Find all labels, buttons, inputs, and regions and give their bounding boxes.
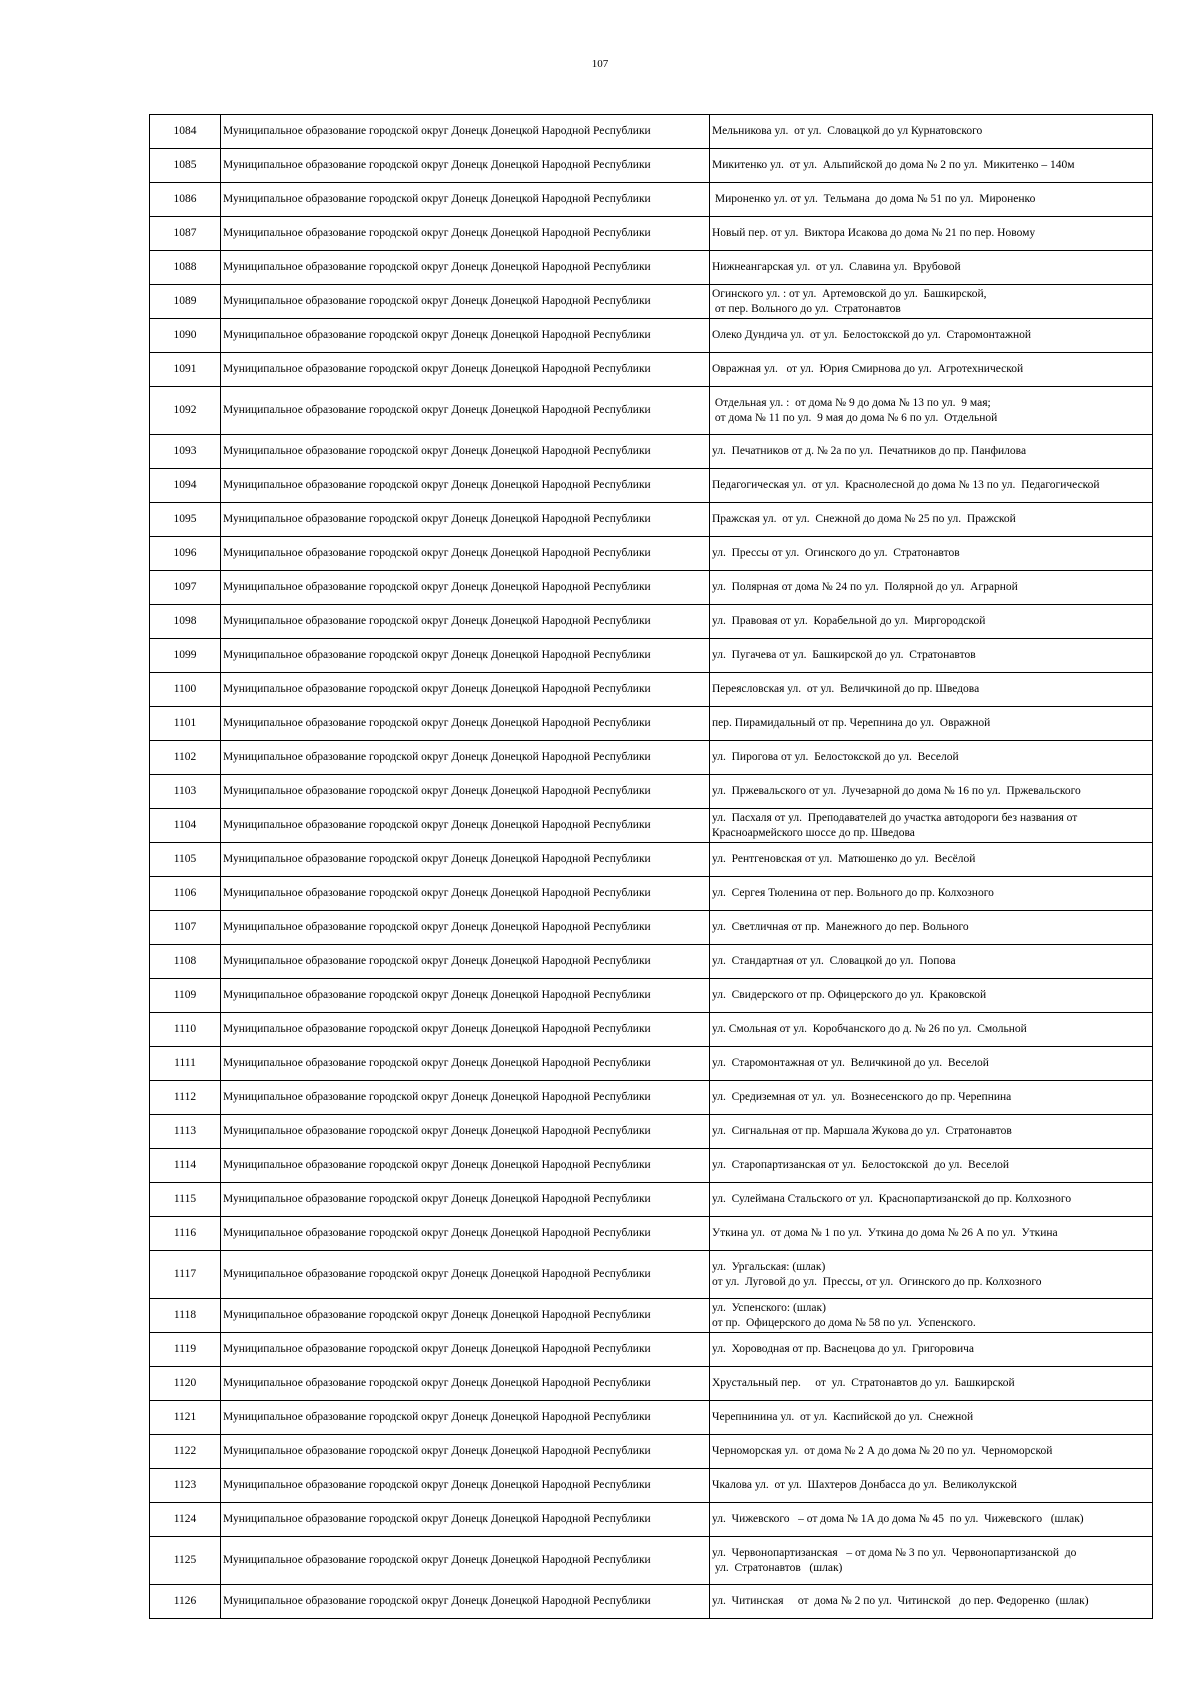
table-row (150, 1183, 1153, 1217)
table-row (150, 707, 1153, 741)
row-number-cell: 1122 (150, 1435, 221, 1469)
table-row (150, 775, 1153, 809)
table-row (150, 1367, 1153, 1401)
road-section-cell: ул. Полярная от дома № 24 по ул. Полярной до ул. Аграрной (710, 571, 1153, 605)
row-number-cell: 1106 (150, 877, 221, 911)
table-row (150, 285, 1153, 319)
table-row (150, 1047, 1153, 1081)
table-row (150, 503, 1153, 537)
row-number-cell: 1108 (150, 945, 221, 979)
municipality-cell: Муниципальное образование городской округ Донецк Донецкой Народной Республики (221, 639, 710, 673)
municipality-cell: Муниципальное образование городской округ Донецк Донецкой Народной Республики (221, 1299, 710, 1333)
table-row (150, 741, 1153, 775)
road-section-cell: Мельникова ул. от ул. Словацкой до ул Курнатовского (710, 115, 1153, 149)
municipality-cell: Муниципальное образование городской округ Донецк Донецкой Народной Республики (221, 503, 710, 537)
road-section-cell: ул. Хороводная от пр. Васнецова до ул. Григоровича (710, 1333, 1153, 1367)
municipality-cell: Муниципальное образование городской округ Донецк Донецкой Народной Республики (221, 435, 710, 469)
road-section-cell: ул. Пасхаля от ул. Преподавателей до участка автодороги без названия от Красноармейского шоссе до пр. Шведова (710, 809, 1153, 843)
table-row (150, 945, 1153, 979)
row-number-cell: 1112 (150, 1081, 221, 1115)
municipality-cell: Муниципальное образование городской округ Донецк Донецкой Народной Республики (221, 537, 710, 571)
municipality-cell: Муниципальное образование городской округ Донецк Донецкой Народной Республики (221, 673, 710, 707)
municipality-cell: Муниципальное образование городской округ Донецк Донецкой Народной Республики (221, 775, 710, 809)
table-row (150, 149, 1153, 183)
municipality-cell: Муниципальное образование городской округ Донецк Донецкой Народной Республики (221, 115, 710, 149)
row-number-cell: 1101 (150, 707, 221, 741)
municipality-cell: Муниципальное образование городской округ Донецк Донецкой Народной Республики (221, 1469, 710, 1503)
row-number-cell: 1092 (150, 387, 221, 435)
table-row (150, 1537, 1153, 1585)
row-number-cell: 1111 (150, 1047, 221, 1081)
municipality-cell: Муниципальное образование городской округ Донецк Донецкой Народной Республики (221, 387, 710, 435)
road-section-cell: ул. Сергея Тюленина от пер. Вольного до пр. Колхозного (710, 877, 1153, 911)
table-row (150, 353, 1153, 387)
road-section-cell: Хрустальный пер. от ул. Стратонавтов до ул. Башкирской (710, 1367, 1153, 1401)
row-number-cell: 1118 (150, 1299, 221, 1333)
row-number-cell: 1105 (150, 843, 221, 877)
row-number-cell: 1120 (150, 1367, 221, 1401)
municipality-cell: Муниципальное образование городской округ Донецк Донецкой Народной Республики (221, 1217, 710, 1251)
row-number-cell: 1093 (150, 435, 221, 469)
row-number-cell: 1123 (150, 1469, 221, 1503)
road-section-cell: ул. Чижевского – от дома № 1А до дома № 45 по ул. Чижевского (шлак) (710, 1503, 1153, 1537)
table-row (150, 217, 1153, 251)
table-row (150, 673, 1153, 707)
table-row (150, 843, 1153, 877)
row-number-cell: 1124 (150, 1503, 221, 1537)
road-section-cell: Огинского ул. : от ул. Артемовской до ул. Башкирской, от пер. Вольного до ул. Стратонавтов (710, 285, 1153, 319)
municipality-cell: Муниципальное образование городской округ Донецк Донецкой Народной Республики (221, 353, 710, 387)
municipality-cell: Муниципальное образование городской округ Донецк Донецкой Народной Республики (221, 319, 710, 353)
municipality-cell: Муниципальное образование городской округ Донецк Донецкой Народной Республики (221, 251, 710, 285)
road-section-cell: ул. Рентгеновская от ул. Матюшенко до ул. Весёлой (710, 843, 1153, 877)
road-section-cell: Овражная ул. от ул. Юрия Смирнова до ул. Агротехнической (710, 353, 1153, 387)
municipality-cell: Муниципальное образование городской округ Донецк Донецкой Народной Республики (221, 1367, 710, 1401)
road-section-cell: Переясловская ул. от ул. Величкиной до пр. Шведова (710, 673, 1153, 707)
municipality-cell: Муниципальное образование городской округ Донецк Донецкой Народной Республики (221, 1333, 710, 1367)
table-row (150, 1013, 1153, 1047)
road-section-cell: ул. Пржевальского от ул. Лучезарной до дома № 16 по ул. Пржевальского (710, 775, 1153, 809)
road-section-cell: Педагогическая ул. от ул. Краснолесной до дома № 13 по ул. Педагогической (710, 469, 1153, 503)
table-row (150, 639, 1153, 673)
row-number-cell: 1115 (150, 1183, 221, 1217)
row-number-cell: 1086 (150, 183, 221, 217)
row-number-cell: 1091 (150, 353, 221, 387)
municipality-cell: Муниципальное образование городской округ Донецк Донецкой Народной Республики (221, 1081, 710, 1115)
registry-table-body (150, 115, 1153, 1619)
road-section-cell: ул. Правовая от ул. Корабельной до ул. Миргородской (710, 605, 1153, 639)
road-section-cell: Чкалова ул. от ул. Шахтеров Донбасса до ул. Великолукской (710, 1469, 1153, 1503)
road-section-cell: Нижнеангарская ул. от ул. Славина ул. Врубовой (710, 251, 1153, 285)
road-section-cell: ул. Прессы от ул. Огинского до ул. Стратонавтов (710, 537, 1153, 571)
road-section-cell: ул. Старомонтажная от ул. Величкиной до ул. Веселой (710, 1047, 1153, 1081)
road-section-cell: ул. Ургальская: (шлак) от ул. Луговой до ул. Прессы, от ул. Огинского до пр. Колхозного (710, 1251, 1153, 1299)
municipality-cell: Муниципальное образование городской округ Донецк Донецкой Народной Республики (221, 1435, 710, 1469)
road-section-cell: ул. Стандартная от ул. Словацкой до ул. Попова (710, 945, 1153, 979)
roads-registry-table (149, 114, 1153, 1619)
table-row (150, 183, 1153, 217)
road-section-cell: ул. Успенского: (шлак) от пр. Офицерского до дома № 58 по ул. Успенского. (710, 1299, 1153, 1333)
row-number-cell: 1089 (150, 285, 221, 319)
table-row (150, 571, 1153, 605)
road-section-cell: Олеко Дундича ул. от ул. Белостокской до ул. Старомонтажной (710, 319, 1153, 353)
table-row (150, 1435, 1153, 1469)
table-row (150, 387, 1153, 435)
municipality-cell: Муниципальное образование городской округ Донецк Донецкой Народной Республики (221, 149, 710, 183)
municipality-cell: Муниципальное образование городской округ Донецк Донецкой Народной Республики (221, 1401, 710, 1435)
municipality-cell: Муниципальное образование городской округ Донецк Донецкой Народной Республики (221, 1149, 710, 1183)
municipality-cell: Муниципальное образование городской округ Донецк Донецкой Народной Республики (221, 1115, 710, 1149)
municipality-cell: Муниципальное образование городской округ Донецк Донецкой Народной Республики (221, 1183, 710, 1217)
row-number-cell: 1094 (150, 469, 221, 503)
row-number-cell: 1113 (150, 1115, 221, 1149)
row-number-cell: 1103 (150, 775, 221, 809)
municipality-cell: Муниципальное образование городской округ Донецк Донецкой Народной Республики (221, 979, 710, 1013)
municipality-cell: Муниципальное образование городской округ Донецк Донецкой Народной Республики (221, 285, 710, 319)
municipality-cell: Муниципальное образование городской округ Донецк Донецкой Народной Республики (221, 1047, 710, 1081)
table-row (150, 115, 1153, 149)
row-number-cell: 1116 (150, 1217, 221, 1251)
road-section-cell: ул. Смольная от ул. Коробчанского до д. № 26 по ул. Смольной (710, 1013, 1153, 1047)
road-section-cell: ул. Читинская от дома № 2 по ул. Читинской до пер. Федоренко (шлак) (710, 1585, 1153, 1619)
road-section-cell: ул. Червонопартизанская – от дома № 3 по ул. Червонопартизанской до ул. Стратонавтов (шлак) (710, 1537, 1153, 1585)
road-section-cell: ул. Пирогова от ул. Белостокской до ул. Веселой (710, 741, 1153, 775)
row-number-cell: 1090 (150, 319, 221, 353)
table-row (150, 319, 1153, 353)
row-number-cell: 1109 (150, 979, 221, 1013)
table-row (150, 1251, 1153, 1299)
road-section-cell: ул. Сулеймана Стальского от ул. Краснопартизанской до пр. Колхозного (710, 1183, 1153, 1217)
table-row (150, 1333, 1153, 1367)
municipality-cell: Муниципальное образование городской округ Донецк Донецкой Народной Республики (221, 1537, 710, 1585)
road-section-cell: Черепнинина ул. от ул. Каспийской до ул. Снежной (710, 1401, 1153, 1435)
municipality-cell: Муниципальное образование городской округ Донецк Донецкой Народной Республики (221, 469, 710, 503)
row-number-cell: 1097 (150, 571, 221, 605)
road-section-cell: Пражская ул. от ул. Снежной до дома № 25 по ул. Пражской (710, 503, 1153, 537)
municipality-cell: Муниципальное образование городской округ Донецк Донецкой Народной Республики (221, 1585, 710, 1619)
table-row (150, 1149, 1153, 1183)
table-row (150, 979, 1153, 1013)
municipality-cell: Муниципальное образование городской округ Донецк Донецкой Народной Республики (221, 911, 710, 945)
road-section-cell: Уткина ул. от дома № 1 по ул. Уткина до дома № 26 А по ул. Уткина (710, 1217, 1153, 1251)
table-row (150, 911, 1153, 945)
table-row (150, 1115, 1153, 1149)
road-section-cell: Отдельная ул. : от дома № 9 до дома № 13 по ул. 9 мая; от дома № 11 по ул. 9 мая до дома № 6 по ул. Отдельной (710, 387, 1153, 435)
table-row (150, 877, 1153, 911)
municipality-cell: Муниципальное образование городской округ Донецк Донецкой Народной Республики (221, 605, 710, 639)
row-number-cell: 1114 (150, 1149, 221, 1183)
row-number-cell: 1102 (150, 741, 221, 775)
row-number-cell: 1095 (150, 503, 221, 537)
road-section-cell: Мироненко ул. от ул. Тельмана до дома № 51 по ул. Мироненко (710, 183, 1153, 217)
row-number-cell: 1125 (150, 1537, 221, 1585)
table-row (150, 435, 1153, 469)
row-number-cell: 1098 (150, 605, 221, 639)
municipality-cell: Муниципальное образование городской округ Донецк Донецкой Народной Республики (221, 945, 710, 979)
municipality-cell: Муниципальное образование городской округ Донецк Донецкой Народной Республики (221, 217, 710, 251)
table-row (150, 537, 1153, 571)
municipality-cell: Муниципальное образование городской округ Донецк Донецкой Народной Республики (221, 843, 710, 877)
road-section-cell: ул. Светличная от пр. Манежного до пер. Вольного (710, 911, 1153, 945)
row-number-cell: 1110 (150, 1013, 221, 1047)
row-number-cell: 1087 (150, 217, 221, 251)
municipality-cell: Муниципальное образование городской округ Донецк Донецкой Народной Республики (221, 707, 710, 741)
row-number-cell: 1126 (150, 1585, 221, 1619)
road-section-cell: ул. Пугачева от ул. Башкирской до ул. Стратонавтов (710, 639, 1153, 673)
row-number-cell: 1084 (150, 115, 221, 149)
table-row (150, 1299, 1153, 1333)
row-number-cell: 1085 (150, 149, 221, 183)
road-section-cell: Новый пер. от ул. Виктора Исакова до дома № 21 по пер. Новому (710, 217, 1153, 251)
table-row (150, 1585, 1153, 1619)
road-section-cell: ул. Свидерского от пр. Офицерского до ул. Краковской (710, 979, 1153, 1013)
road-section-cell: ул. Сигнальная от пр. Маршала Жукова до ул. Стратонавтов (710, 1115, 1153, 1149)
row-number-cell: 1119 (150, 1333, 221, 1367)
municipality-cell: Муниципальное образование городской округ Донецк Донецкой Народной Республики (221, 571, 710, 605)
municipality-cell: Муниципальное образование городской округ Донецк Донецкой Народной Республики (221, 741, 710, 775)
municipality-cell: Муниципальное образование городской округ Донецк Донецкой Народной Республики (221, 877, 710, 911)
table-row (150, 605, 1153, 639)
municipality-cell: Муниципальное образование городской округ Донецк Донецкой Народной Республики (221, 809, 710, 843)
road-section-cell: ул. Старопартизанская от ул. Белостокской до ул. Веселой (710, 1149, 1153, 1183)
table-row (150, 1217, 1153, 1251)
road-section-cell: пер. Пирамидальный от пр. Черепнина до ул. Овражной (710, 707, 1153, 741)
row-number-cell: 1104 (150, 809, 221, 843)
municipality-cell: Муниципальное образование городской округ Донецк Донецкой Народной Республики (221, 1503, 710, 1537)
row-number-cell: 1099 (150, 639, 221, 673)
table-row (150, 1469, 1153, 1503)
row-number-cell: 1100 (150, 673, 221, 707)
road-section-cell: Черноморская ул. от дома № 2 А до дома № 20 по ул. Черноморской (710, 1435, 1153, 1469)
table-row (150, 251, 1153, 285)
municipality-cell: Муниципальное образование городской округ Донецк Донецкой Народной Республики (221, 1251, 710, 1299)
row-number-cell: 1107 (150, 911, 221, 945)
row-number-cell: 1121 (150, 1401, 221, 1435)
row-number-cell: 1096 (150, 537, 221, 571)
municipality-cell: Муниципальное образование городской округ Донецк Донецкой Народной Республики (221, 183, 710, 217)
row-number-cell: 1088 (150, 251, 221, 285)
municipality-cell: Муниципальное образование городской округ Донецк Донецкой Народной Республики (221, 1013, 710, 1047)
road-section-cell: Микитенко ул. от ул. Альпийской до дома № 2 по ул. Микитенко – 140м (710, 149, 1153, 183)
road-section-cell: ул. Печатников от д. № 2а по ул. Печатников до пр. Панфилова (710, 435, 1153, 469)
table-row (150, 809, 1153, 843)
page-number: 107 (591, 58, 609, 70)
table-row (150, 1503, 1153, 1537)
table-row (150, 469, 1153, 503)
road-section-cell: ул. Средиземная от ул. ул. Вознесенского до пр. Черепнина (710, 1081, 1153, 1115)
table-row (150, 1081, 1153, 1115)
row-number-cell: 1117 (150, 1251, 221, 1299)
table-row (150, 1401, 1153, 1435)
